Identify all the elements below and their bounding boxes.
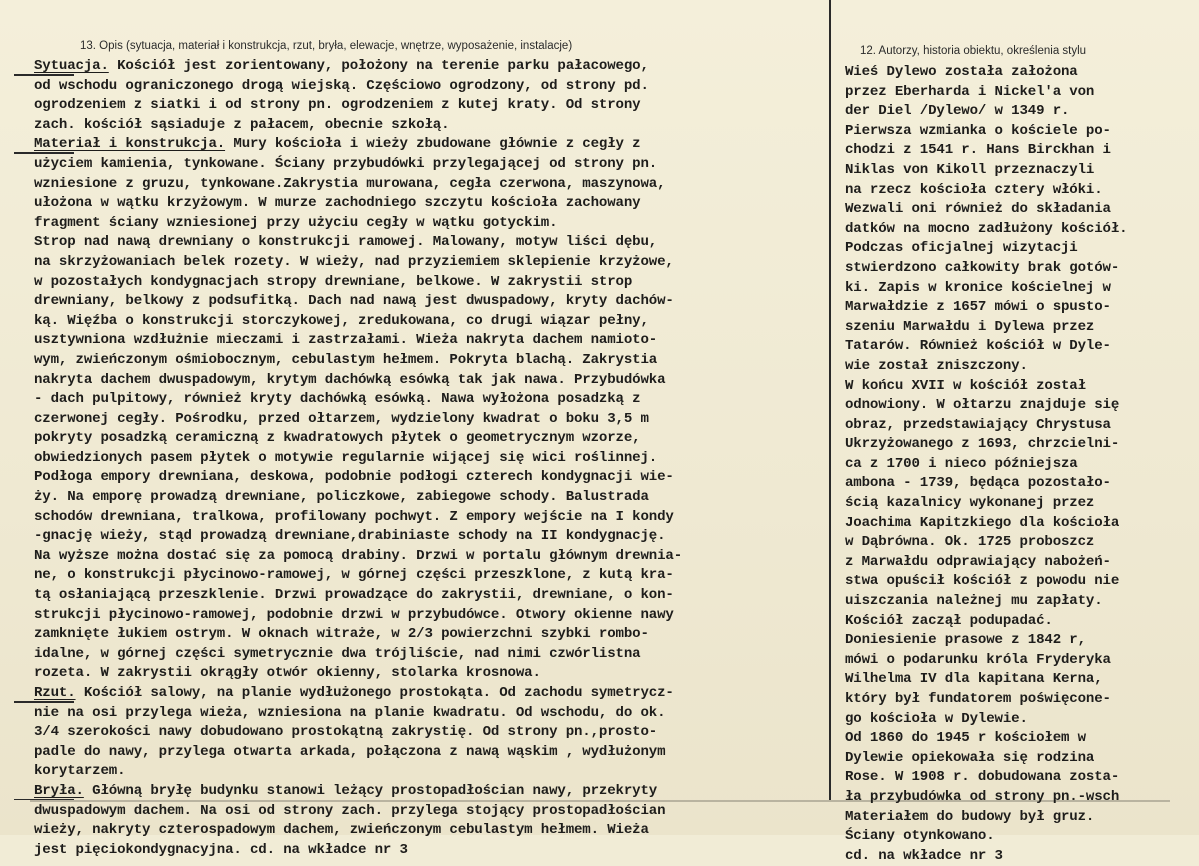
text-line [34, 96, 824, 116]
history-line: na rzecz kościoła cztery włóki. [845, 181, 1103, 198]
line-text: nie na osi przylega wieża, wzniesiona na planie kwadratu. Od wschodu, do ok. [34, 704, 666, 721]
text-line [34, 645, 824, 665]
line-text: usztywniona wzdłużnie mieczami i zastrzałami. Wieża nakryta dachem namioto- [34, 332, 658, 349]
history-line: Dylewie opiekowała się rodzina [845, 749, 1095, 766]
history-line: Materiałem do budowy był gruz. [845, 808, 1095, 825]
line-text: ką. Więźba o konstrukcji storczykowej, zredukowana, co drugi wiązar pełny, [34, 312, 649, 329]
history-line: Ukrzyżowanego z 1693, chrzcielni- [845, 436, 1120, 453]
description-section-header: 13. Opis (sytuacja, materiał i konstrukcja, rzut, bryła, elewacje, wnętrze, wyposażenie, instalacje) [80, 40, 573, 52]
section-heading: Rzut. [34, 685, 76, 701]
text-line [34, 547, 824, 567]
history-line: stwierdzono całkowity brak gotów- [845, 259, 1120, 276]
line-text: Kościół jest zorientowany, położony na terenie parku pałacowego, [108, 58, 649, 74]
line-text: -gnację wieży, stąd prowadzą drewniane,drabiniaste schody na II kondygnację. [34, 528, 666, 545]
section-heading-line [34, 684, 824, 704]
history-line: mówi o podarunku króla Fryderyka [845, 651, 1111, 668]
history-line: obraz, przedstawiający Chrystusa [845, 416, 1111, 433]
text-line [34, 273, 824, 293]
history-line: Wezwali oni również do składania [845, 201, 1111, 218]
text-line [34, 351, 824, 371]
text-line [34, 253, 824, 273]
history-line: ca z 1700 i nieco późniejsza [845, 455, 1078, 472]
line-text: korytarzem. [34, 763, 126, 780]
text-line [34, 664, 824, 684]
section-heading-line [34, 57, 824, 77]
history-line: Od 1860 do 1945 r kościołem w [845, 730, 1086, 747]
heading-margin-rule [14, 74, 74, 76]
history-line: który był fundatorem poświęcone- [845, 691, 1111, 707]
history-line: Wieś Dylewo została założona [845, 64, 1078, 80]
history-line: Marwałdzie z 1657 mówi o spusto- [845, 299, 1111, 316]
history-line: Ściany otynkowano. [845, 828, 995, 845]
line-text: ułożona w wątku krzyżowym. W murze zachodniego szczytu kościoła zachowany [34, 195, 641, 212]
line-text: drewniany, belkowy z podsufitką. Dach nad nawą jest dwuspadowy, kryty dachów- [34, 293, 674, 310]
text-line [34, 762, 824, 782]
line-text: na skrzyżowaniach belek rozety. W wieży, nad przyziemiem sklepienie krzyżowe, [34, 253, 674, 270]
history-line: Rose. W 1908 r. dobudowana zosta- [845, 769, 1120, 786]
history-line: Niklas von Kikoll przeznaczyli [845, 161, 1095, 178]
line-text: obwiedzionych pasem płytek o motywie regularnie wijącej się wici roślinnej. [34, 449, 658, 466]
history-text [845, 63, 1190, 866]
text-line [34, 488, 824, 508]
section-heading: Bryła. [34, 782, 84, 799]
history-line: ścią kazalnicy wykonanej przez [845, 495, 1095, 512]
line-text: ogrodzeniem z siatki i od strony pn. ogrodzeniem z kutej kraty. Od strony [34, 97, 641, 114]
line-text: Mury kościoła i wieży zbudowane głównie z cegły z [225, 136, 641, 153]
section-heading-line [34, 135, 824, 155]
line-text: wzniesione z gruzu, tynkowane.Zakrystia murowana, cegła czerwona, maszynowa, [34, 175, 666, 192]
text-line [34, 390, 824, 410]
line-text: wieży, nakryty czterospadowym dachem, zwieńczonym cebulastym hełmem. Wieża [34, 822, 649, 839]
line-text: - dach pulpitowy, również kryty dachówką esówką. Nawa wyłożona posadzką z [34, 391, 641, 408]
text-line [34, 194, 824, 214]
line-text: schodów drewniana, tralkowa, profilowany pochwyt. Z empory wejście na I kondy [34, 508, 674, 525]
history-line: cd. na wkładce nr 3 [845, 847, 1003, 864]
line-text: zach. kościół sąsiaduje z pałacem, obecnie szkołą. [34, 116, 450, 133]
line-text: strukcji płycinowo-ramowej, podobnie drzwi w przybudówce. Otwory okienne nawy [34, 606, 674, 623]
line-text: wym, zwieńczonym ośmiobocznym, cebulastym hełmem. Pokryta blachą. Zakrystia [34, 351, 658, 368]
text-line [34, 723, 824, 743]
text-line [34, 77, 824, 97]
text-line [34, 429, 824, 449]
line-text: zamknięte łukiem ostrym. W oknach witraże, w 2/3 powierzchni szybki rombo- [34, 626, 649, 643]
text-line [34, 371, 824, 391]
text-line [34, 449, 824, 469]
text-line [34, 116, 824, 136]
text-line [34, 527, 824, 547]
history-line: Podczas oficjalnej wizytacji [845, 240, 1078, 257]
line-text: jest pięciokondygnacyjna. cd. na wkładce nr 3 [34, 841, 408, 858]
line-text: użyciem kamienia, tynkowane. Ściany przybudówki przylegającej od strony pn. [34, 155, 658, 172]
history-line: szeniu Marwałdu i Dylewa przez [845, 318, 1095, 335]
history-line: z Marwałdu odprawiający nabożeń- [845, 553, 1111, 570]
text-line [34, 566, 824, 586]
text-line [34, 155, 824, 175]
line-text: Strop nad nawą drewniany o konstrukcji ramowej. Malowany, motyw liści dębu, [34, 234, 658, 251]
history-line: chodzi z 1541 r. Hans Birckhan i [845, 142, 1111, 159]
line-text: Kościół salowy, na planie wydłużonego prostokąta. Od zachodu symetrycz- [75, 685, 674, 701]
heading-margin-rule [14, 799, 74, 801]
text-line [34, 410, 824, 430]
history-line: Doniesienie prasowe z 1842 r, [845, 632, 1086, 649]
history-section-header: 12. Autorzy, historia obiektu, określenia stylu [860, 45, 1087, 57]
history-line: datków na mocno zadłużony kościół. [845, 220, 1128, 237]
history-line: wie został zniszczony. [845, 357, 1028, 374]
history-line: Wilhelma IV dla kapitana Kerna, [845, 671, 1103, 688]
heading-margin-rule [14, 701, 74, 703]
line-text: padle do nawy, przylega otwarta arkada, połączona z nawą wąskim , wydłużonym [34, 743, 666, 760]
text-line [34, 508, 824, 528]
text-line [34, 233, 824, 253]
history-line: W końcu XVII w kościół został [845, 377, 1086, 394]
line-text: nakryta dachem dwuspadowym, krytym dachówką esówką tak jak nawa. Przybudówka [34, 371, 666, 388]
line-text: Na wyższe można dostać się za pomocą drabiny. Drzwi w portalu głównym drewnia- [34, 547, 682, 564]
section-heading: Sytuacja. [34, 58, 109, 74]
text-line [34, 625, 824, 645]
section-heading: Materiał i konstrukcja. [34, 136, 226, 153]
history-line: przez Eberharda i Nickel'a von [845, 83, 1095, 100]
line-text: od wschodu ograniczonego drogą wiejską. Częściowo ogrodzony, od strony pd. [34, 77, 649, 94]
history-line: uiszczania należnej mu zapłaty. [845, 593, 1103, 610]
text-line [34, 821, 824, 841]
history-line: der Diel /Dylewo/ w 1349 r. [845, 103, 1070, 120]
history-line: Joachima Kapitzkiego dla kościoła [845, 514, 1120, 531]
history-line: ambona - 1739, będąca pozostało- [845, 475, 1111, 492]
history-line: Kościół zaczął podupadać. [845, 612, 1053, 629]
line-text: w pozostałych kondygnacjach stropy drewniane, belkowe. W zakrystii strop [34, 273, 633, 290]
history-line: go kościoła w Dylewie. [845, 710, 1028, 727]
text-line [34, 743, 824, 763]
history-line: w Dąbrówna. Ok. 1725 proboszcz [845, 534, 1095, 551]
history-line: odnowiony. W ołtarzu znajduje się [845, 397, 1120, 414]
line-text: rozeta. W zakrystii okrągły otwór okienny, stolarka krosnowa. [34, 665, 541, 682]
text-line [34, 331, 824, 351]
history-line: Tatarów. Również kościół w Dyle- [845, 338, 1111, 355]
text-line [34, 802, 824, 822]
line-text: dwuspadowym dachem. Na osi od strony zach. przylega stojący prostopadłościan [34, 802, 666, 819]
text-line [34, 468, 824, 488]
text-line [34, 704, 824, 724]
section-heading-line [34, 782, 824, 802]
line-text: ne, o konstrukcji płycinowo-ramowej, w górnej części przeszklone, z kutą kra- [34, 567, 674, 584]
line-text: idalne, w górnej części symetrycznie dwa trójliście, nad nimi czwórlistna [34, 645, 641, 662]
line-text: czerwonej cegły. Pośrodku, przed ołtarzem, wydzielony kwadrat o boku 3,5 m [34, 410, 649, 427]
text-line [34, 606, 824, 626]
history-line: Pierwsza wzmianka o kościele po- [845, 122, 1111, 139]
text-line [34, 292, 824, 312]
line-text: fragment ściany wzniesionej przy użyciu cegły w wątku gotyckim. [34, 214, 558, 231]
history-line: ki. Zapis w kronice kościelnej w [845, 279, 1111, 296]
history-line: stwa opuścił kościół z powodu nie [845, 573, 1120, 590]
line-text: pokryty posadzką ceramiczną z kwadratowych płytek o geometrycznym wzorze, [34, 430, 641, 447]
line-text: 3/4 szerokości nawy dobudowano prostokątną zakrystię. Od strony pn.,prosto- [34, 724, 658, 741]
text-line [34, 175, 824, 195]
line-text: Podłoga empory drewniana, deskowa, podobnie podłogi czterech kondygnacji wie- [34, 469, 674, 486]
text-line [34, 312, 824, 332]
heading-margin-rule [14, 152, 74, 154]
line-text: Główną bryłę budynku stanowi leżący prostopadłościan nawy, przekryty [83, 782, 658, 799]
history-line: ła przybudówka od strony pn.-wsch [845, 788, 1120, 805]
line-text: ży. Na emporę prowadzą drewniane, policzkowe, zabiegowe schody. Balustrada [34, 489, 649, 506]
description-text [34, 57, 824, 860]
text-line [34, 841, 824, 861]
line-text: tą osłaniającą przeszklenie. Drzwi prowadzące do zakrystii, drewniane, o kon- [34, 587, 674, 604]
column-divider [829, 0, 831, 800]
text-line [34, 586, 824, 606]
text-line [34, 214, 824, 234]
